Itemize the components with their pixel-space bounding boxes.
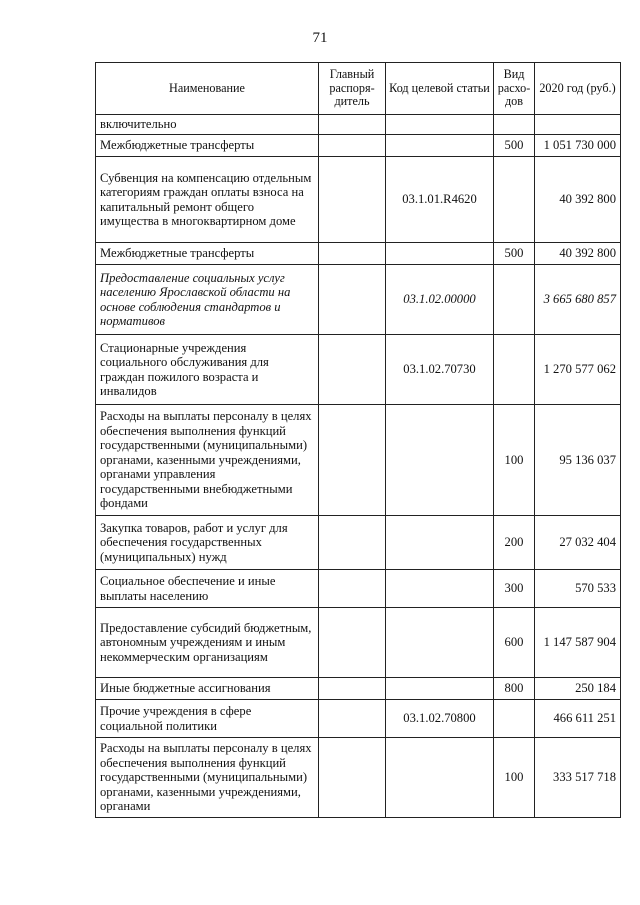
name-cell: Социальное обеспечение и иные выплаты населению xyxy=(96,570,319,608)
table-row xyxy=(96,570,621,608)
amount-cell: 1 270 577 062 xyxy=(535,335,621,405)
table-row xyxy=(96,516,621,570)
amount-cell: 1 051 730 000 xyxy=(535,135,621,157)
header-row xyxy=(96,63,621,115)
table-row xyxy=(96,738,621,818)
admin-cell xyxy=(319,135,386,157)
code-cell: 03.1.02.70730 xyxy=(386,335,494,405)
type-cell: 500 xyxy=(494,135,535,157)
type-cell: 200 xyxy=(494,516,535,570)
name-cell: Субвенция на компенсацию отдельным категориям граждан оплаты взноса на капитальный ремонт общего имущества в многоквартирном доме xyxy=(96,157,319,243)
name-cell: Межбюджетные трансферты xyxy=(96,243,319,265)
amount-cell: 95 136 037 xyxy=(535,405,621,516)
code-cell xyxy=(386,678,494,700)
code-cell: 03.1.02.70800 xyxy=(386,700,494,738)
name-cell: Предоставление социальных услуг населению Ярославской области на основе соблюдения стандартов и нормативов xyxy=(96,265,319,335)
table-row xyxy=(96,335,621,405)
amount-cell: 250 184 xyxy=(535,678,621,700)
code-cell xyxy=(386,570,494,608)
type-cell xyxy=(494,265,535,335)
amount-cell: 1 147 587 904 xyxy=(535,608,621,678)
admin-cell xyxy=(319,405,386,516)
name-cell: Закупка товаров, работ и услуг для обеспечения государственных (муниципальных) нужд xyxy=(96,516,319,570)
table-row xyxy=(96,700,621,738)
type-cell xyxy=(494,157,535,243)
code-cell: 03.1.02.00000 xyxy=(386,265,494,335)
type-cell: 600 xyxy=(494,608,535,678)
type-cell xyxy=(494,335,535,405)
name-cell: Расходы на выплаты персоналу в целях обеспечения выполнения функций государственными (муниципальными) органами, казенными учреждениями, органами xyxy=(96,738,319,818)
type-cell xyxy=(494,115,535,135)
amount-cell xyxy=(535,115,621,135)
type-cell: 100 xyxy=(494,738,535,818)
header-admin: Главный распоря-дитель xyxy=(319,63,386,115)
header-amount: 2020 год (руб.) xyxy=(535,63,621,115)
type-cell xyxy=(494,700,535,738)
code-cell xyxy=(386,608,494,678)
table-row xyxy=(96,678,621,700)
name-cell: Расходы на выплаты персоналу в целях обеспечения выполнения функций государственными (муниципальными) органами, казенными учреждениями, органами управления государственными внебюджетными фондами xyxy=(96,405,319,516)
admin-cell xyxy=(319,115,386,135)
table-row xyxy=(96,608,621,678)
admin-cell xyxy=(319,608,386,678)
code-cell xyxy=(386,243,494,265)
admin-cell xyxy=(319,335,386,405)
header-code: Код целевой статьи xyxy=(386,63,494,115)
type-cell: 800 xyxy=(494,678,535,700)
name-cell: Иные бюджетные ассигнования xyxy=(96,678,319,700)
admin-cell xyxy=(319,516,386,570)
admin-cell xyxy=(319,243,386,265)
table-row xyxy=(96,265,621,335)
page-number: 71 xyxy=(312,30,328,46)
table-row xyxy=(96,405,621,516)
type-cell: 500 xyxy=(494,243,535,265)
code-cell xyxy=(386,135,494,157)
amount-cell: 3 665 680 857 xyxy=(535,265,621,335)
code-cell xyxy=(386,405,494,516)
table-body xyxy=(96,115,621,818)
admin-cell xyxy=(319,700,386,738)
amount-cell: 27 032 404 xyxy=(535,516,621,570)
name-cell: Предоставление субсидий бюджетным, автономным учреждениям и иным некоммерческим организациям xyxy=(96,608,319,678)
admin-cell xyxy=(319,678,386,700)
table-row xyxy=(96,157,621,243)
table-row xyxy=(96,243,621,265)
name-cell: включительно xyxy=(96,115,319,135)
header-name: Наименование xyxy=(96,63,319,115)
budget-table xyxy=(95,62,621,818)
header-type: Вид расхо-дов xyxy=(494,63,535,115)
code-cell xyxy=(386,115,494,135)
table-row xyxy=(96,135,621,157)
table-row xyxy=(96,115,621,135)
type-cell: 300 xyxy=(494,570,535,608)
code-cell xyxy=(386,516,494,570)
name-cell: Межбюджетные трансферты xyxy=(96,135,319,157)
admin-cell xyxy=(319,570,386,608)
amount-cell: 570 533 xyxy=(535,570,621,608)
amount-cell: 333 517 718 xyxy=(535,738,621,818)
amount-cell: 466 611 251 xyxy=(535,700,621,738)
admin-cell xyxy=(319,265,386,335)
admin-cell xyxy=(319,738,386,818)
code-cell xyxy=(386,738,494,818)
name-cell: Стационарные учреждения социального обслуживания для граждан пожилого возраста и инвалидов xyxy=(96,335,319,405)
name-cell: Прочие учреждения в сфере социальной политики xyxy=(96,700,319,738)
amount-cell: 40 392 800 xyxy=(535,157,621,243)
admin-cell xyxy=(319,157,386,243)
amount-cell: 40 392 800 xyxy=(535,243,621,265)
code-cell: 03.1.01.R4620 xyxy=(386,157,494,243)
type-cell: 100 xyxy=(494,405,535,516)
